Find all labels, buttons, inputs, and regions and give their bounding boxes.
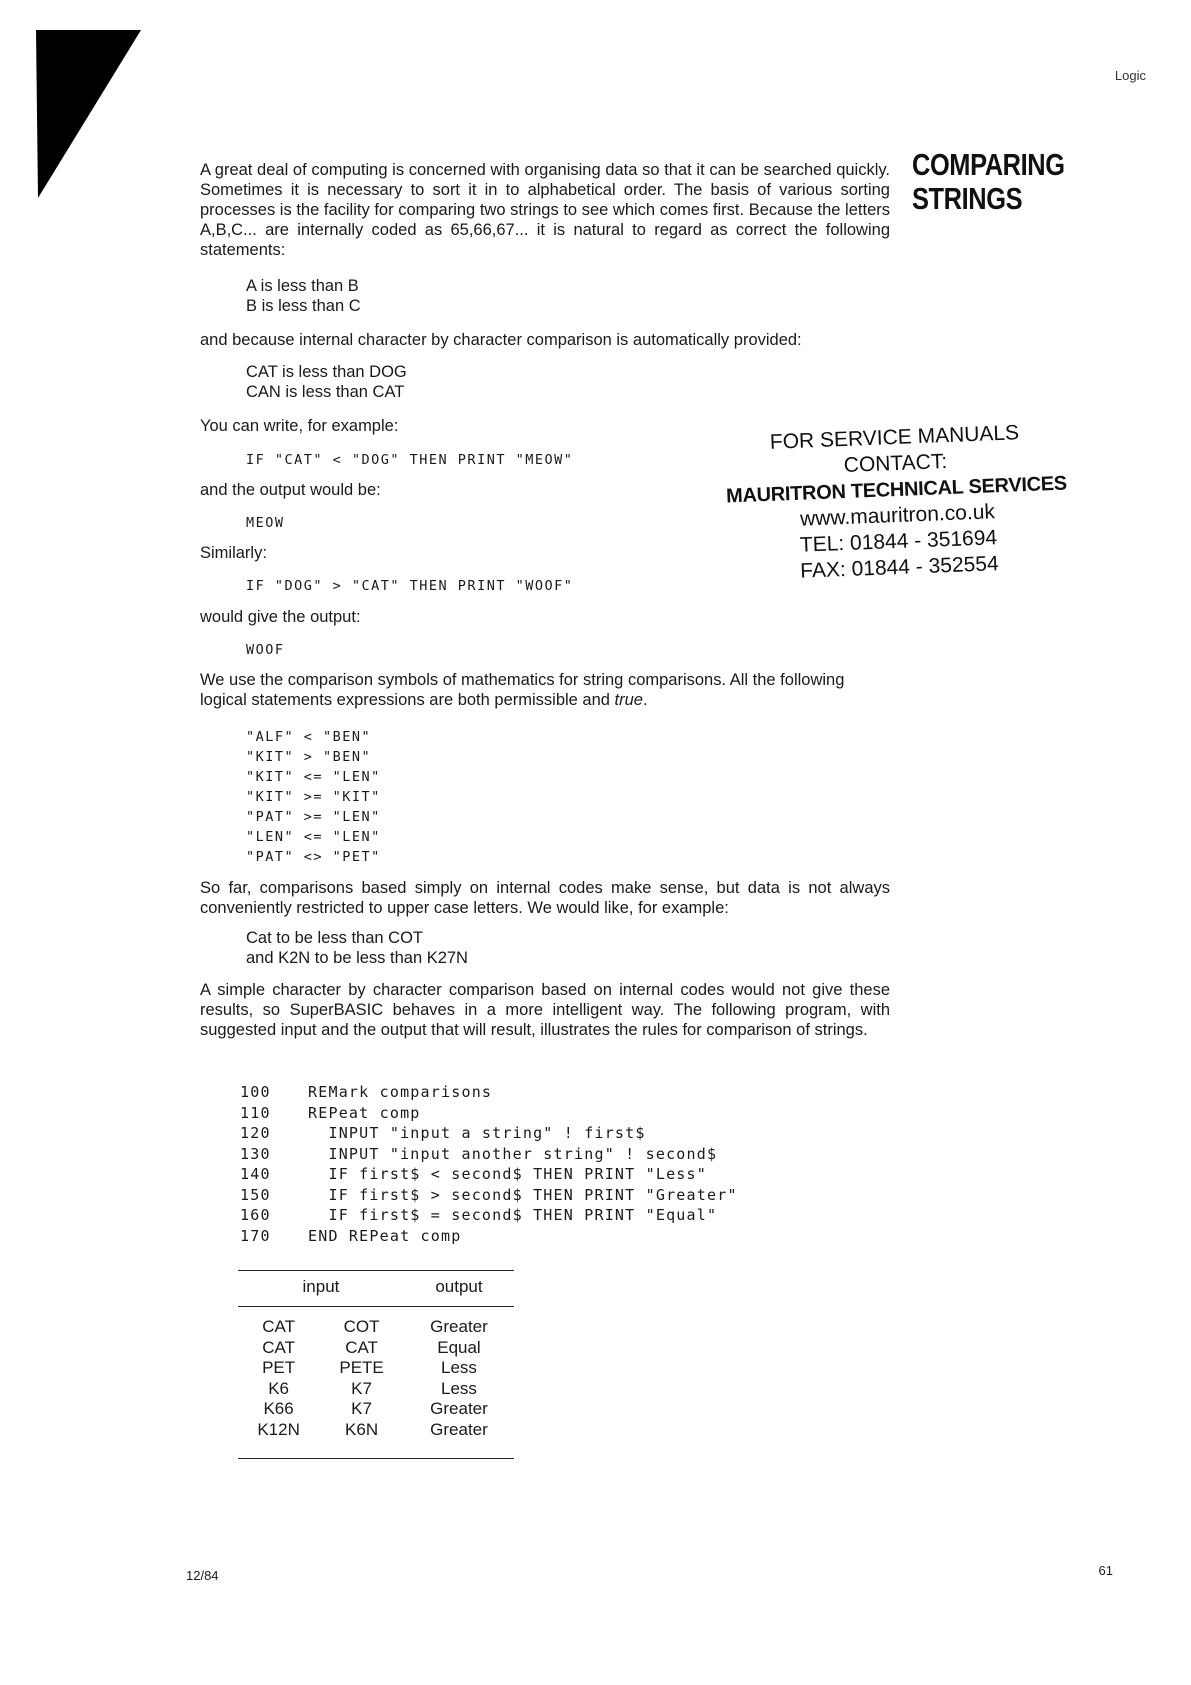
output-column-header: output: [404, 1270, 514, 1307]
statement-2: B is less than C: [246, 297, 361, 315]
service-telephone: TEL: 01844 - 351694: [799, 526, 998, 557]
program-listing: [240, 1082, 738, 1246]
input-1-cell: CAT: [262, 1317, 295, 1336]
comparison-item: "ALF" < "BEN": [246, 729, 372, 745]
line-code: IF first$ > second$ THEN PRINT "Greater": [308, 1185, 738, 1204]
line-code: INPUT "input a string" ! first$: [308, 1124, 646, 1142]
line-code: REPeat comp: [308, 1103, 421, 1122]
table-row: [238, 1358, 514, 1379]
output-example-1: MEOW: [246, 515, 285, 531]
input-column-header: input: [238, 1270, 404, 1307]
input-1-cell: K66: [263, 1399, 294, 1418]
page-number: 61: [1098, 1563, 1113, 1578]
output-cell: Equal: [437, 1337, 481, 1357]
line-number: 120: [240, 1124, 271, 1142]
service-company-name: MAURITRON TECHNICAL SERVICES: [725, 472, 1068, 508]
running-head: Logic: [1114, 68, 1146, 83]
output-example-2: WOOF: [246, 642, 285, 658]
line-number: 170: [240, 1226, 271, 1245]
input-1-cell: PET: [262, 1358, 296, 1377]
output-cell: Less: [441, 1378, 477, 1398]
comparison-symbols-text: We use the comparison symbols of mathematics for string comparisons. All the following logical statements expressions are both permissible and: [200, 671, 845, 709]
output-cell: Greater: [430, 1317, 488, 1336]
program-line: [240, 1185, 738, 1206]
comparison-symbols-end: .: [642, 691, 648, 709]
output-would-be-text: and the output would be:: [200, 481, 381, 499]
program-line: [240, 1226, 738, 1247]
input-2-cell: CAT: [345, 1337, 378, 1357]
statements-block: [200, 276, 936, 316]
statement-1: A is less than B: [246, 277, 359, 295]
section-title-line2: STRINGS: [912, 181, 1023, 216]
footer-date: 12/84: [186, 1568, 219, 1583]
service-manuals-stamp: [719, 418, 1075, 587]
examples-block: [200, 928, 936, 968]
section-title: [912, 148, 1101, 216]
line-number: 130: [240, 1144, 271, 1163]
line-code: INPUT "input another string" ! second$: [308, 1144, 718, 1163]
results-table: [238, 1270, 514, 1440]
comparison-item: "PAT" >= "LEN": [246, 809, 381, 825]
input-2-cell: PETE: [339, 1358, 384, 1377]
table-row: [238, 1399, 514, 1420]
table-bottom-rule: [238, 1458, 514, 1459]
service-line-2: CONTACT:: [843, 450, 948, 478]
you-can-write-text: You can write, for example:: [200, 417, 399, 435]
table-row: [238, 1338, 514, 1359]
service-fax: FAX: 01844 - 352554: [799, 552, 1000, 583]
comparison-list: [200, 727, 936, 867]
line-code: IF first$ = second$ THEN PRINT "Equal": [308, 1206, 718, 1224]
input-2-cell: COT: [343, 1317, 380, 1336]
example-2: and K2N to be less than K27N: [246, 949, 468, 967]
input-2-cell: K6N: [345, 1419, 379, 1439]
input-1-cell: K6: [268, 1378, 289, 1398]
program-line: [240, 1164, 738, 1185]
intro-paragraph: A great deal of computing is concerned with organising data so that it can be searched quickly. Sometimes it is necessary to sort it in to alphabetical order. The basis of various sorting processes is the facility for comparing two strings to see which comes first. Because the letters A,B,C... are internally coded as 65,66,67... it is natural to regard as correct the following statements:: [200, 161, 890, 259]
section-title-line1: COMPARING: [912, 147, 1065, 182]
statements-block-2: [200, 362, 936, 402]
example-1: Cat to be less than COT: [246, 929, 423, 947]
comparison-item: "PAT" <> "PET": [246, 849, 381, 865]
true-emphasis: true: [614, 691, 643, 709]
table-header-row: [238, 1270, 514, 1307]
line-code: END REPeat comp: [308, 1226, 462, 1245]
service-website: www.mauritron.co.uk: [799, 500, 996, 531]
comparison-item: "KIT" > "BEN": [246, 749, 372, 765]
code-example-2: IF "DOG" > "CAT" THEN PRINT "WOOF": [246, 578, 574, 594]
comparison-item: "KIT" <= "LEN": [246, 769, 381, 785]
input-1-cell: K12N: [257, 1419, 300, 1439]
input-2-cell: K7: [351, 1378, 372, 1398]
comparison-item: "LEN" <= "LEN": [246, 829, 381, 845]
program-line: [240, 1205, 738, 1226]
output-cell: Greater: [430, 1399, 488, 1418]
line-number: 150: [240, 1185, 271, 1204]
output-cell: Less: [441, 1358, 477, 1377]
line-number: 100: [240, 1083, 271, 1101]
corner-mark-graphic: [36, 30, 146, 200]
statement-3: CAT is less than DOG: [246, 363, 407, 381]
table-row: [238, 1317, 514, 1338]
line-number: 160: [240, 1206, 271, 1224]
code-example-1: IF "CAT" < "DOG" THEN PRINT "MEOW": [246, 452, 574, 468]
program-line: [240, 1144, 738, 1165]
service-line-1: FOR SERVICE MANUALS: [769, 421, 1020, 454]
input-2-cell: K7: [351, 1399, 372, 1418]
program-line: [240, 1103, 738, 1124]
output-cell: Greater: [430, 1419, 488, 1439]
table-row: [238, 1420, 514, 1441]
table-row: [238, 1379, 514, 1400]
similarly-text: Similarly:: [200, 544, 267, 562]
line-number: 140: [240, 1165, 271, 1183]
line-code: REMark comparisons: [308, 1083, 493, 1101]
simple-comparison-paragraph: A simple character by character comparison based on internal codes would not give these results, so SuperBASIC behaves in a more intelligent way. The following program, with suggested input and the output that will result, illustrates the rules for comparison of strings.: [200, 981, 890, 1039]
line-number: 110: [240, 1103, 271, 1122]
line-code: IF first$ < second$ THEN PRINT "Less": [308, 1165, 707, 1183]
statement-4: CAN is less than CAT: [246, 383, 405, 401]
comparison-item: "KIT" >= "KIT": [246, 789, 381, 805]
and-because-text: and because internal character by character comparison is automatically provided:: [200, 331, 802, 349]
input-1-cell: CAT: [262, 1337, 295, 1357]
would-give-text: would give the output:: [200, 608, 361, 626]
so-far-paragraph: So far, comparisons based simply on internal codes make sense, but data is not always conveniently restricted to upper case letters. We would like, for example:: [200, 879, 890, 917]
program-line: [240, 1123, 738, 1144]
program-line: [240, 1082, 738, 1103]
comparison-symbols-paragraph: [200, 670, 890, 710]
